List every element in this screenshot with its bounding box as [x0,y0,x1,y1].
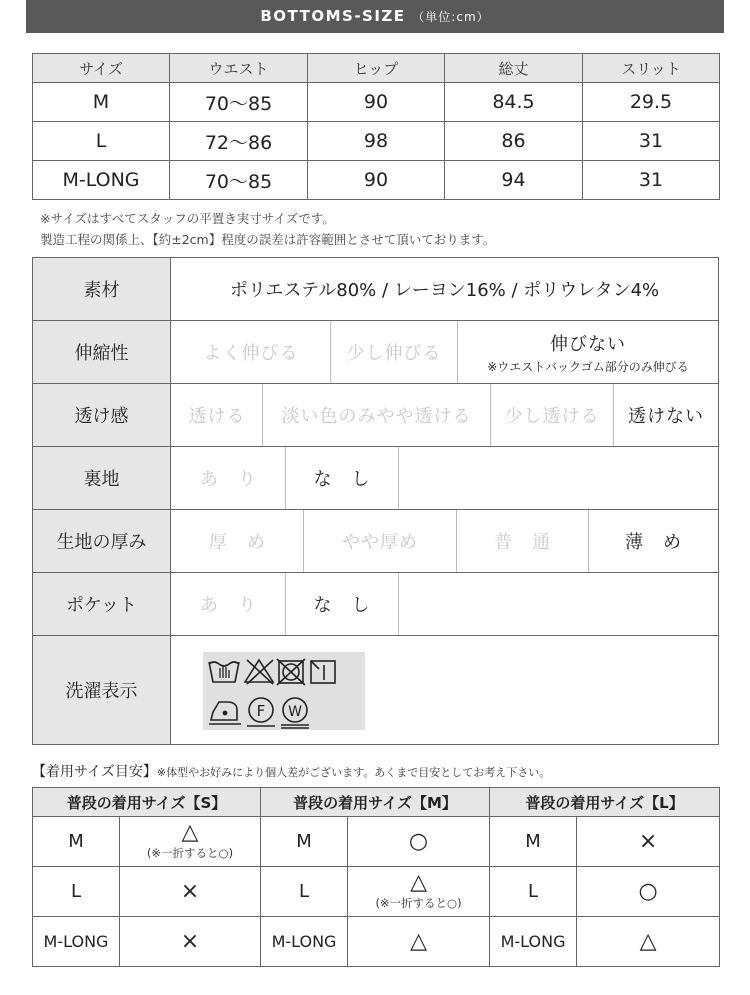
row-sheer [33,384,718,447]
label-stretch: 伸縮性 [33,321,171,383]
row-material [33,258,718,321]
row-care [33,636,718,744]
wear-size-guide-table [32,787,720,967]
line-dry-shade-icon [311,661,335,683]
guide-heading [32,761,550,781]
row-thickness [33,510,718,573]
table-row [33,917,720,967]
guide-size: M [33,817,120,867]
size-title: BOTTOMS-SIZE [260,7,406,25]
label-lining: 裏地 [33,447,171,509]
cell-size: M [33,83,170,122]
label-material: 素材 [33,258,171,320]
cell-waist: 70〜85 [170,83,308,122]
pocket-option: あ り [200,595,257,616]
fit-mark: △ [410,928,427,954]
stretch-note: ※ウエストバックゴム部分のみ伸びる [487,359,689,374]
label-pocket: ポケット [33,573,171,635]
header-hip: ヒップ [308,54,445,83]
cell-slit: 31 [583,122,720,161]
cell-length: 94 [445,161,583,200]
fit-mark: ○ [638,878,658,904]
stretch-selected-label: 伸びない [550,333,626,355]
fit-mark: ○ [408,828,429,854]
sheer-option: 少し透ける [504,406,600,427]
note-line: 製造工程の関係上、【約±2cm】程度の誤差は許容範囲とさせて頂いております。 [40,232,496,247]
thickness-option: やや厚め [342,532,418,553]
table-row [33,817,720,867]
care-symbols [203,652,365,730]
table-row [33,83,720,122]
thickness-option: 普 通 [494,532,551,553]
cell-length: 86 [445,122,583,161]
guide-header-m: 普段の着用サイズ【M】 [261,788,490,817]
guide-fit [348,917,490,967]
guide-size: M-LONG [261,917,348,967]
wet-clean-w-icon [281,698,309,728]
hand-wash-icon [209,662,239,682]
stretch-option: よく伸びる [203,343,299,364]
cell-length: 84.5 [445,83,583,122]
fabric-info-table [32,257,719,745]
guide-header-l: 普段の着用サイズ【L】 [490,788,720,817]
no-bleach-icon [245,660,273,684]
guide-fit [348,817,490,867]
guide-size: L [261,867,348,917]
row-pocket [33,573,718,636]
fit-note: (※一折すると○) [146,846,234,860]
stretch-option-selected [458,321,718,383]
lining-option-selected: な し [313,469,371,490]
fit-mark: △ [410,870,427,895]
pocket-option-selected: な し [313,595,371,616]
guide-header-s: 普段の着用サイズ【S】 [33,788,261,817]
cell-size: L [33,122,170,161]
header-size: サイズ [33,54,170,83]
sheer-option: 淡い色のみやや透ける [281,406,472,427]
low-iron-icon [209,702,241,724]
guide-size: L [490,867,577,917]
sheer-option-selected: 透けない [628,406,704,427]
cell-slit: 29.5 [583,83,720,122]
cell-hip: 98 [308,122,445,161]
guide-size: L [33,867,120,917]
svg-text:F: F [256,702,266,720]
guide-fit [348,867,490,917]
material-composition: ポリエステル80% / レーヨン16% / ポリウレタン4% [229,280,660,301]
guide-size: M [490,817,577,867]
fit-mark: △ [181,820,199,845]
svg-text:W: W [288,704,302,720]
guide-fit [120,817,261,867]
guide-fit [120,917,261,967]
row-stretch [33,321,718,384]
cell-hip: 90 [308,161,445,200]
size-unit: （単位:cm） [412,10,490,24]
guide-header [33,788,720,817]
size-table [32,53,720,200]
header-waist: ウエスト [170,54,308,83]
fit-note: (※一折すると○) [375,896,462,910]
thickness-option: 厚 め [209,532,266,553]
thickness-option-selected: 薄 め [625,532,682,553]
header-length: 総丈 [445,54,583,83]
table-row [33,122,720,161]
size-table-header [33,54,720,83]
label-sheer: 透け感 [33,384,171,446]
guide-fit [120,867,261,917]
lining-option: あ り [200,469,257,490]
no-tumble-dry-icon [277,659,305,685]
stretch-option: 少し伸びる [346,343,442,364]
header-slit: スリット [583,54,720,83]
cell-waist: 70〜85 [170,161,308,200]
fit-mark: △ [639,928,657,954]
cell-waist: 72〜86 [170,122,308,161]
guide-fit [577,817,720,867]
dry-clean-f-icon [247,698,275,726]
row-lining [33,447,718,510]
guide-fit [577,867,720,917]
note-line: ※サイズはすべてスタッフの平置き実寸サイズです。 [40,211,335,226]
sheer-option: 透ける [188,406,246,427]
fit-mark: × [638,828,658,854]
table-row [33,161,720,200]
guide-size: M-LONG [490,917,577,967]
guide-note: ※体型やお好みにより個人差がございます。あくまで目安としてお考え下さい。 [156,766,551,779]
label-care: 洗濯表示 [33,636,171,744]
guide-title: 【着用サイズ目安】 [32,764,157,780]
fit-mark: × [180,928,200,954]
table-row [33,867,720,917]
size-notes [40,208,495,250]
guide-fit [577,917,720,967]
fit-mark: × [180,878,200,904]
cell-size: M-LONG [33,161,170,200]
guide-size: M-LONG [33,917,120,967]
size-title-bar [26,0,724,33]
guide-size: M [261,817,348,867]
cell-hip: 90 [308,83,445,122]
cell-slit: 31 [583,161,720,200]
label-thickness: 生地の厚み [33,510,171,572]
